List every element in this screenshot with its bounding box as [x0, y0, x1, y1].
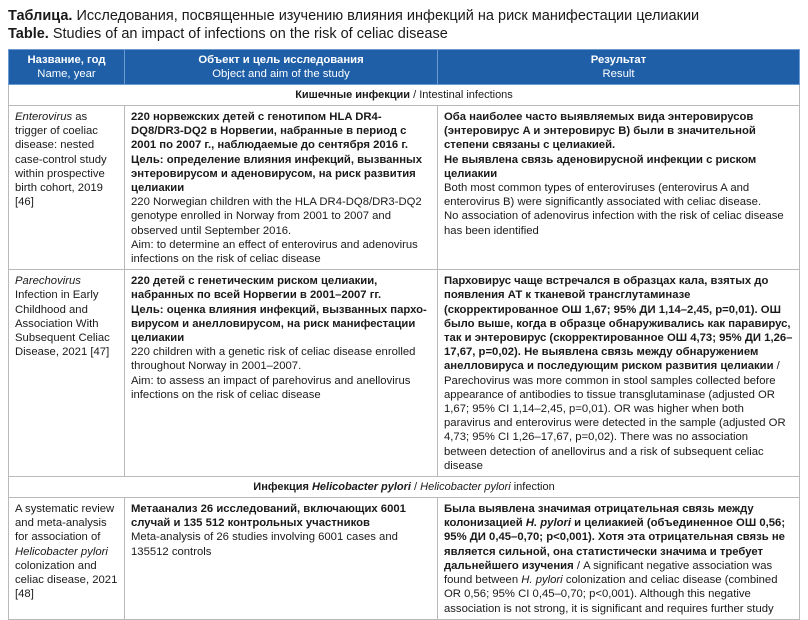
column-header-name-en: Name, year: [37, 68, 96, 80]
table-header: [9, 50, 800, 85]
object-ru-subjects: 220 детей с генетическим риском целиакии, набранных по всей Норвегии в 2001–2007 гг.: [131, 275, 382, 302]
cell-object: [125, 270, 438, 477]
object-ru-aim: Цель: оценка влияния инфекций, вызванных парховирусом и анелловирусом, на риск манифестации целиакии: [131, 303, 427, 345]
section-helico-en-italic: Helicobacter pylori: [420, 481, 511, 494]
name-italic: Helicobacter pylori: [15, 545, 108, 558]
name-rest: Infection in Early Childhood and Association With Subsequent Celiac Disease, 2021 [47]: [15, 289, 110, 359]
cell-name: [9, 498, 125, 620]
section-intestinal-sep: /: [410, 89, 420, 101]
object-en-aim: Aim: to assess an impact of parehovirus and anellovirus infections on the risk of celiac disease: [131, 374, 411, 401]
name-post: colonization and celiac disease, 2021 [48]: [15, 559, 118, 601]
column-header-name-ru: Название, год: [27, 54, 106, 66]
cell-name: [9, 270, 125, 477]
section-row-helicobacter: [9, 477, 800, 498]
column-header-result-ru: Результат: [590, 54, 647, 66]
caption-ru-label: Таблица.: [8, 8, 73, 24]
cell-result: [438, 270, 800, 477]
object-en: Meta-analysis of 26 studies involving 6001 cases and 135512 controls: [131, 531, 398, 558]
cell-name: [9, 106, 125, 270]
caption-ru-text: Исследования, посвященные изучению влияния инфекций на риск манифестации целиакии: [72, 8, 700, 24]
object-en-subjects: 220 children with a genetic risk of celiac disease enrolled throughout Norway in 2001–2007.: [131, 346, 416, 373]
object-ru-subjects: 220 норвежских детей с генотипом HLA DR4-DQ8/DR3-DQ2 в Норвегии, набранные в период с 2001 по 2007 г., наблюдаемые до сентября 2016 г.: [131, 111, 409, 152]
result-ru-2: Не выявлена связь аденовирусной инфекции с риском целиакии: [444, 153, 757, 180]
result-en-post: colonization and celiac disease (combined OR 0,56; 95% CI 0,45–0,70; p<0,001). Although this negative association is not strong, it is significant and requires further study: [444, 574, 778, 615]
result-ru-pre: Была выявлена значимая отрицательная связь между колонизацией: [444, 503, 754, 530]
section-title-helicobacter: [9, 477, 800, 498]
section-helico-en-post: infection: [510, 481, 555, 494]
result-sep: /: [773, 360, 780, 373]
column-header-result-en: Result: [602, 68, 635, 80]
result-ru: Парховирус чаще встречался в образцах кала, взятых до появления АТ к тканевой трансглутаминазе (скорректированное ОШ 1,67; 95% ДИ 1,14–2,45, p=0,01). ОШ было выше, когда в образце обнаруживались как паравирус, так и энтеровирус (скорректированное ОШ 4,73; 95% ДИ 1,26–17,67, p=0,02). Не выявлена связь между обнаружением анелловируса и последующим риском развития целиакии: [444, 275, 793, 373]
table-row-parechovirus: [9, 270, 800, 477]
table-caption: [8, 7, 798, 43]
section-helico-ru-italic: Helicobacter pylori: [311, 481, 411, 494]
result-ru-1: Оба наиболее часто выявляемых вида энтеровирусов (энтеровирус A и энтеровирус B) были в значительной степени связаны с целиакией.: [444, 111, 756, 152]
object-en-subjects: 220 Norwegian children with the HLA DR4-DQ8/DR3-DQ2 genotype enrolled in Norway from 2001 to 2007 and observed until September 2016.: [131, 196, 422, 237]
cell-object: [125, 498, 438, 620]
column-header-name: [9, 50, 125, 85]
caption-en: [8, 25, 798, 43]
table-row-enterovirus: [9, 106, 800, 270]
object-ru-aim: Цель: определение влияния инфекций, вызванных энтеровирусом и аденовирусом, на риск развития целиакии: [131, 153, 422, 195]
section-title-intestinal: [9, 85, 800, 106]
object-ru: Метаанализ 26 исследований, включающих 6001 случай и 135 512 контрольных участников: [131, 503, 406, 530]
name-rest: as trigger of coeliac disease: nested case-control study within prospective birth cohort, 2019 [46]: [15, 111, 107, 209]
cell-object: [125, 106, 438, 270]
object-en-aim: Aim: to determine an effect of enterovirus and adenovirus infections on the risk of celiac disease: [131, 238, 418, 266]
cell-result: [438, 498, 800, 620]
result-en: Parechovirus was more common in stool samples collected before appearance of antibodies to tissue transglutaminase (adjusted OR 1,67; 95% CI 1,14–2,45, p=0,01). OR was higher when both paravirus and enterovirus were detected in the sample (adjusted OR 4,73; 95% CI 1,26–17,67, p=0,02). There was no association between detection of anellovirus and a risk of subsequent celiac disease: [444, 374, 786, 472]
section-intestinal-ru: Кишечные инфекции: [295, 89, 411, 101]
section-row-intestinal: [9, 85, 800, 106]
result-en-1: Both most common types of enteroviruses (enterovirus A and enterovirus B) were significantly associated with celiac disease.: [444, 182, 762, 209]
column-header-object-ru: Объект и цель исследования: [198, 54, 364, 66]
result-en-2: No association of adenovirus infection with the risk of celiac disease has been identified: [444, 210, 784, 237]
result-ru-post: и целиакией (объединенное ОШ 0,56; 95% ДИ 0,45–0,70; p<0,001). Хотя эта отрицательная связь не является сильной, она статистически значима и требует дальнейшего изучения: [444, 517, 786, 572]
result-sep: /: [573, 559, 584, 572]
name-italic: Enterovirus: [15, 111, 73, 123]
caption-ru: [8, 7, 798, 25]
result-ru-italic: H. pylori: [525, 517, 572, 530]
caption-en-text: Studies of an impact of infections on the risk of celiac disease: [48, 26, 448, 42]
section-helico-ru-pre: Инфекция: [253, 481, 312, 494]
header-row: [9, 50, 800, 85]
table-row-helicobacter: [9, 498, 800, 620]
column-header-result: [438, 50, 800, 85]
cell-result: [438, 106, 800, 270]
result-en-pre: A significant negative association was found between: [444, 559, 773, 587]
section-intestinal-en: Intestinal infections: [419, 89, 513, 101]
section-helico-sep: /: [411, 481, 421, 494]
column-header-object-en: Object and aim of the study: [212, 68, 350, 80]
name-pre: A systematic review and meta-analysis for association of: [15, 503, 115, 544]
studies-table: [8, 49, 800, 620]
name-italic: Parechovirus: [15, 275, 81, 288]
caption-en-label: Table.: [8, 26, 49, 42]
column-header-object: [125, 50, 438, 85]
result-en-italic: H. pylori: [521, 574, 563, 587]
